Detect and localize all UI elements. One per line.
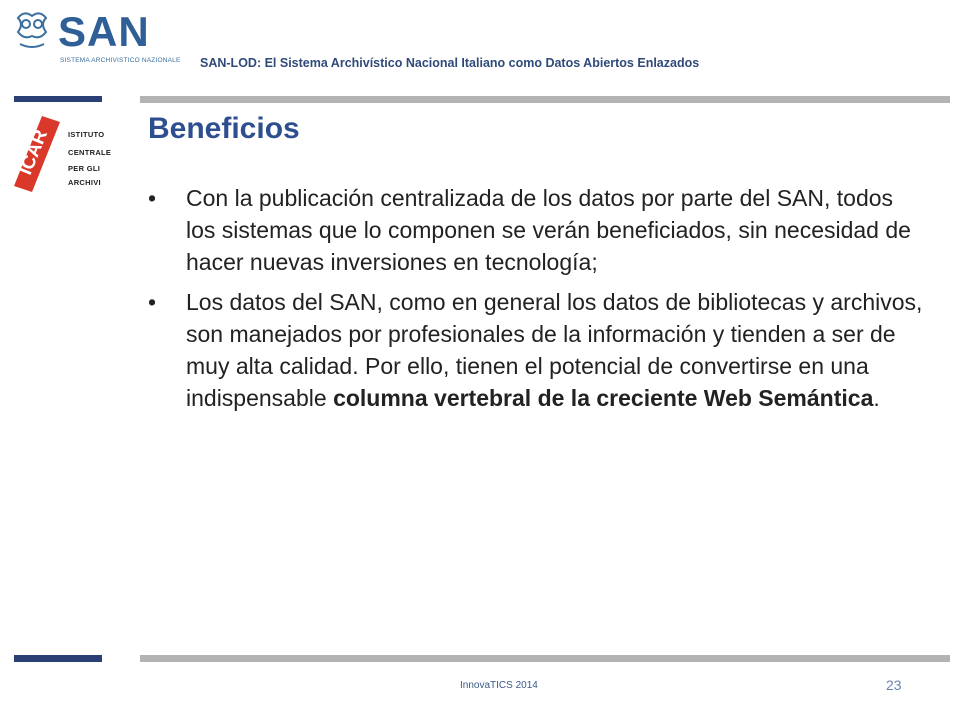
top-accent-bar xyxy=(14,96,102,102)
bullet-list xyxy=(148,182,928,422)
bottom-accent-bar xyxy=(14,655,102,662)
bullet-item xyxy=(148,182,928,278)
bullet-item xyxy=(148,286,928,414)
icar-logo xyxy=(8,110,128,200)
bullet-emphasis: columna vertebral de la creciente Web Semántica xyxy=(333,385,874,411)
bullet-text: Con la publicación centralizada de los datos por parte del SAN, todos los sistemas que lo componen se verán beneficiados, sin necesidad de hacer nuevas inversiones en tecnología; xyxy=(186,185,911,275)
bullet-text-end: . xyxy=(873,385,880,411)
icar-line-2: CENTRALE xyxy=(68,148,112,157)
icar-mark-icon xyxy=(8,110,68,200)
bullet-text: Los datos del SAN, como en general los datos de bibliotecas y archivos, son manejados por profesionales de la información y tienden a ser de muy alta calidad. Por ello, tienen el potencial de convertirse en una indispensable xyxy=(186,289,923,411)
icar-line-3: PER GLI xyxy=(68,164,101,173)
page-number: 23 xyxy=(886,677,902,693)
slide-title: Beneficios xyxy=(148,112,300,145)
top-divider-bar xyxy=(140,96,950,103)
bullet-dot-icon: • xyxy=(148,185,157,211)
icar-mark-text: ICAR xyxy=(15,126,53,178)
bottom-divider-bar xyxy=(140,655,950,662)
icar-line-4: ARCHIVI xyxy=(68,178,101,187)
emblem-icon xyxy=(18,13,46,47)
bullet-dot-icon: • xyxy=(148,289,157,315)
header-title: SAN-LOD: El Sistema Archivístico Nacional Italiano como Datos Abiertos Enlazados xyxy=(200,56,700,70)
san-logo-tagline: SISTEMA ARCHIVISTICO NAZIONALE xyxy=(60,57,181,64)
san-logo xyxy=(10,6,170,80)
icar-line-1: ISTITUTO xyxy=(68,130,105,139)
footer-event: InnovaTICS 2014 xyxy=(460,680,538,691)
san-logo-text: SAN xyxy=(58,8,150,55)
